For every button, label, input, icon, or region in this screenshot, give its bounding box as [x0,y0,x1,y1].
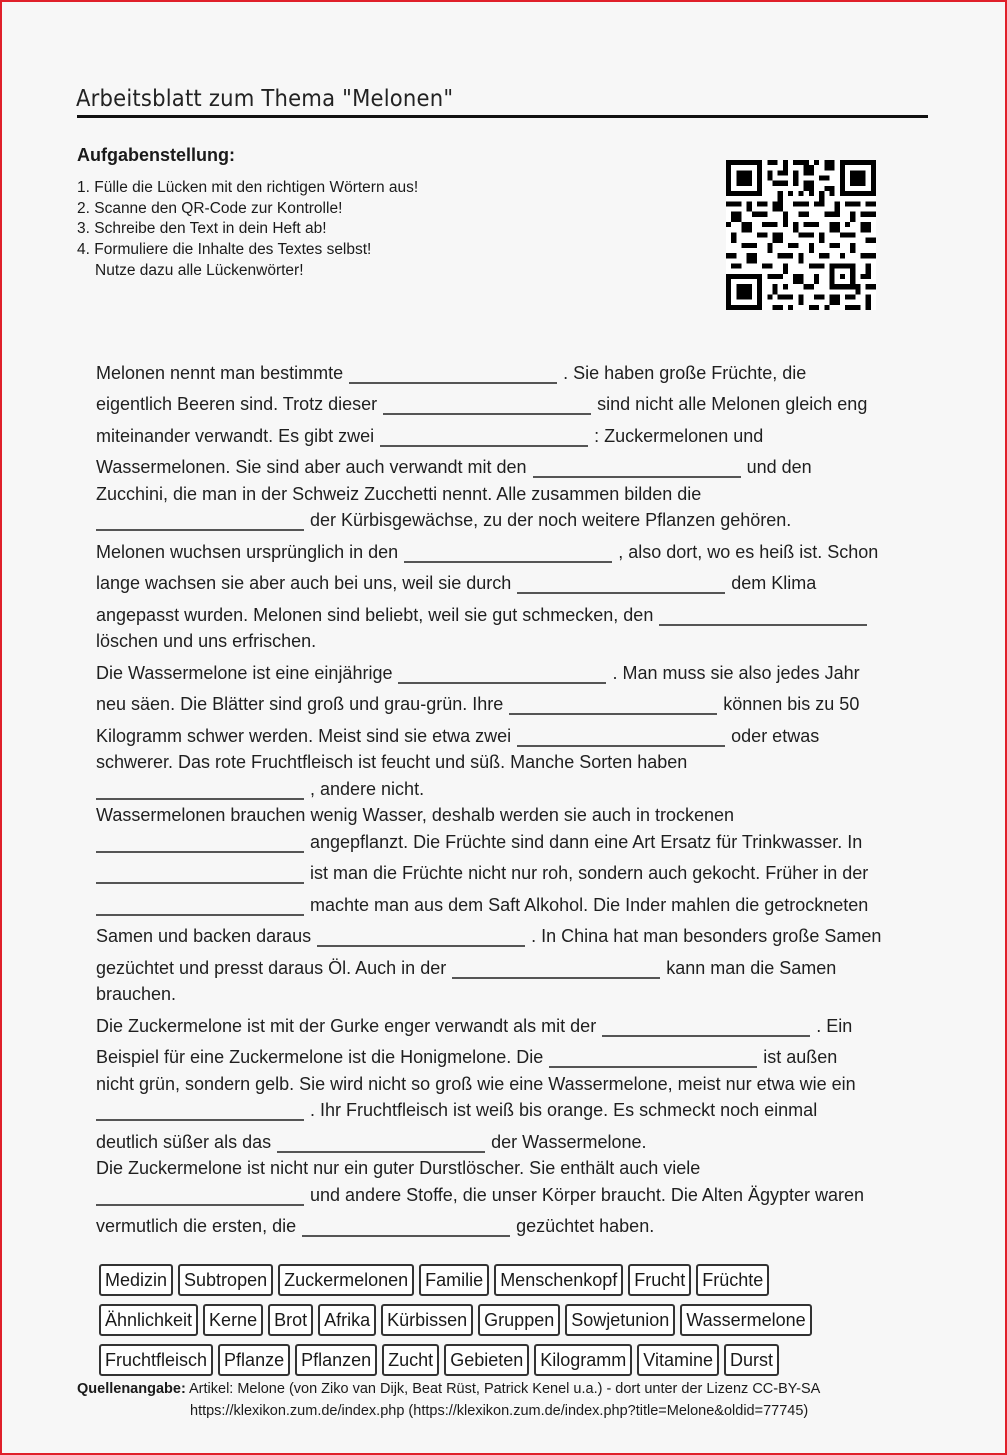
task-list [77,178,418,282]
word-chip[interactable]: Früchte [696,1264,769,1296]
text-segment: gezüchtet und presst daraus Öl. Auch in der [96,957,447,978]
text-line [96,884,926,916]
answer-blank[interactable] [509,695,717,715]
word-chip[interactable]: Menschenkopf [494,1264,623,1296]
text-line [96,1206,926,1238]
task-heading: Aufgabenstellung: [77,145,235,165]
text-segment: nicht grün, sondern gelb. Sie wird nicht so groß wie eine Wassermelone, meist nur etwa wie ein [96,1073,856,1094]
word-chip[interactable]: Sowjetunion [565,1304,675,1336]
answer-blank[interactable] [96,833,304,853]
text-segment: angepflanzt. Die Früchte sind dann eine Art Ersatz für Trinkwasser. In [310,831,863,852]
text-segment: , andere nicht. [310,778,425,799]
word-chip[interactable]: Gebieten [444,1344,529,1376]
word-bank-row [99,1344,919,1376]
text-line [96,626,926,653]
text-segment: lange wachsen sie aber auch bei uns, weil sie durch [96,573,512,593]
text-segment: und andere Stoffe, die unser Körper braucht. Die Alten Ägypter waren [310,1184,865,1205]
text-line [96,415,926,447]
answer-blank[interactable] [96,780,304,800]
text-segment: oder etwas [731,725,820,746]
text-segment: ist man die Früchte nicht nur roh, sondern auch gekocht. Früher in der [310,863,869,883]
text-segment: . Man muss sie also jedes Jahr [612,662,860,683]
text-line [96,531,926,563]
word-chip[interactable]: Fruchtfleisch [99,1344,213,1376]
text-line [96,1179,926,1206]
text-line [96,1037,926,1069]
answer-blank[interactable] [380,427,588,447]
text-line [96,505,926,532]
text-segment: angepasst wurden. Melonen sind beliebt, weil sie gut schmecken, den [96,604,654,625]
answer-blank[interactable] [404,543,612,563]
task-item: 2. Scanne den QR-Code zur Kontrolle! [77,199,343,217]
answer-blank[interactable] [452,959,660,979]
word-chip[interactable]: Kerne [203,1304,263,1336]
answer-blank[interactable] [659,606,867,626]
source-citation [77,1378,820,1422]
word-chip[interactable]: Wassermelone [680,1304,811,1336]
word-chip[interactable]: Vitamine [637,1344,719,1376]
text-segment: Wassermelonen brauchen wenig Wasser, deshalb werden sie auch in trockenen [96,805,735,825]
task-item: 3. Schreibe den Text in dein Heft ab! [77,220,327,238]
text-line [96,384,926,416]
text-line [96,979,926,1006]
answer-blank[interactable] [277,1133,485,1153]
word-chip[interactable]: Familie [419,1264,489,1296]
text-line [96,715,926,747]
word-chip[interactable]: Medizin [99,1264,173,1296]
source-url[interactable]: https://klexikon.zum.de/index.php (https://klexikon.zum.de/index.php?title=Melone&oldid=77745) [190,1403,809,1419]
word-chip[interactable]: Kürbissen [381,1304,473,1336]
text-line [96,1121,926,1153]
text-line [96,1095,926,1122]
text-segment: Kilogramm schwer werden. Meist sind sie etwa zwei [96,725,512,746]
text-segment: Beispiel für eine Zuckermelone ist die Honigmelone. Die [96,1047,544,1067]
text-segment: Wassermelonen. Sie sind aber auch verwandt mit den [96,457,527,477]
text-segment: schwerer. Das rote Fruchtfleisch ist feucht und süß. Manche Sorten haben [96,752,688,772]
text-line [96,773,926,800]
text-segment: Die Zuckermelone ist nicht nur ein guter Durstlöscher. Sie enthält auch viele [96,1158,701,1178]
text-segment: der Wassermelone. [491,1131,647,1152]
text-line [96,447,926,479]
text-line [96,853,926,885]
answer-blank[interactable] [317,927,525,947]
text-segment: und den [746,457,812,477]
word-chip[interactable]: Subtropen [178,1264,273,1296]
answer-blank[interactable] [96,1101,304,1121]
answer-blank[interactable] [302,1217,510,1237]
text-segment: deutlich süßer als das [96,1131,272,1152]
text-segment: . Sie haben große Früchte, die [563,362,807,383]
answer-blank[interactable] [349,364,557,384]
text-segment: neu säen. Die Blätter sind groß und grau-grün. Ihre [96,694,504,714]
cloze-text [96,352,926,1237]
text-segment: , also dort, wo es heiß ist. Schon [618,541,879,562]
answer-blank[interactable] [533,458,741,478]
text-segment: gezüchtet haben. [516,1216,655,1236]
text-line [96,947,926,979]
text-segment: der Kürbisgewächse, zu der noch weitere Pflanzen gehören. [310,510,792,530]
text-segment: sind nicht alle Melonen gleich eng [597,394,868,414]
text-line [96,652,926,684]
text-segment: Melonen nennt man bestimmte [96,362,344,383]
word-chip[interactable]: Pflanze [218,1344,290,1376]
text-segment: löschen und uns erfrischen. [96,631,317,651]
word-chip[interactable]: Frucht [628,1264,691,1296]
word-chip[interactable]: Durst [724,1344,779,1376]
text-line [96,916,926,948]
answer-blank[interactable] [96,511,304,531]
word-chip[interactable]: Zuckermelonen [278,1264,414,1296]
word-bank-row [99,1304,919,1336]
text-segment: kann man die Samen [666,957,837,978]
word-chip[interactable]: Kilogramm [534,1344,632,1376]
task-item: 4. Formuliere die Inhalte des Textes selbst! [77,241,372,259]
text-segment: : Zuckermelonen und [594,425,764,446]
text-segment: . Ein [816,1015,853,1036]
word-bank-row [99,1264,919,1296]
text-line [96,594,926,626]
task-item: Nutze dazu alle Lückenwörter! [95,261,304,279]
answer-blank[interactable] [96,1186,304,1206]
text-line [96,747,926,774]
text-line [96,826,926,853]
answer-blank[interactable] [96,864,304,884]
word-bank [99,1264,919,1384]
text-line [96,800,926,827]
text-segment: miteinander verwandt. Es gibt zwei [96,425,375,446]
text-segment: Zucchini, die man in der Schweiz Zucchetti nennt. Alle zusammen bilden die [96,483,702,504]
text-line [96,352,926,384]
text-line [96,1153,926,1180]
answer-blank[interactable] [517,727,725,747]
source-label: Quellenangabe: [77,1381,186,1397]
title-divider [77,115,928,118]
text-line [96,563,926,595]
word-chip[interactable]: Afrika [318,1304,376,1336]
text-segment: eigentlich Beeren sind. Trotz dieser [96,394,378,414]
text-segment: . Ihr Fruchtfleisch ist weiß bis orange. Es schmeckt noch einmal [310,1100,818,1120]
word-chip[interactable]: Brot [268,1304,313,1336]
text-segment: Die Wassermelone ist eine einjährige [96,662,393,683]
answer-blank[interactable] [383,395,591,415]
text-line [96,1068,926,1095]
answer-blank[interactable] [549,1048,757,1068]
text-segment: Die Zuckermelone ist mit der Gurke enger verwandt als mit der [96,1015,597,1036]
text-line [96,684,926,716]
answer-blank[interactable] [602,1017,810,1037]
text-segment: Samen und backen daraus [96,926,312,946]
answer-blank[interactable] [398,664,606,684]
word-chip[interactable]: Ähnlichkeit [99,1304,198,1336]
word-chip[interactable]: Pflanzen [295,1344,377,1376]
text-segment: können bis zu 50 [723,694,860,714]
text-segment: machte man aus dem Saft Alkohol. Die Inder mahlen die getrockneten [310,894,869,915]
task-item: 1. Fülle die Lücken mit den richtigen Wörtern aus! [77,179,419,196]
text-segment: Melonen wuchsen ursprünglich in den [96,541,399,562]
text-line [96,478,926,505]
word-chip[interactable]: Zucht [382,1344,439,1376]
text-segment: brauchen. [96,984,177,1004]
page-title: Arbeitsblatt zum Thema "Melonen" [76,86,454,112]
text-segment: . In China hat man besonders große Samen [531,926,882,946]
text-line [96,1005,926,1037]
text-segment: dem Klima [731,573,817,593]
source-text: Artikel: Melone (von Ziko van Dijk, Beat Rüst, Patrick Kenel u.a.) - dort unter der Lizenz CC-BY-SA [185,1381,821,1397]
text-segment: vermutlich die ersten, die [96,1216,297,1236]
answer-blank[interactable] [517,574,725,594]
word-chip[interactable]: Gruppen [478,1304,560,1336]
text-segment: ist außen [763,1047,838,1067]
answer-blank[interactable] [96,896,304,916]
qr-code [726,160,876,310]
